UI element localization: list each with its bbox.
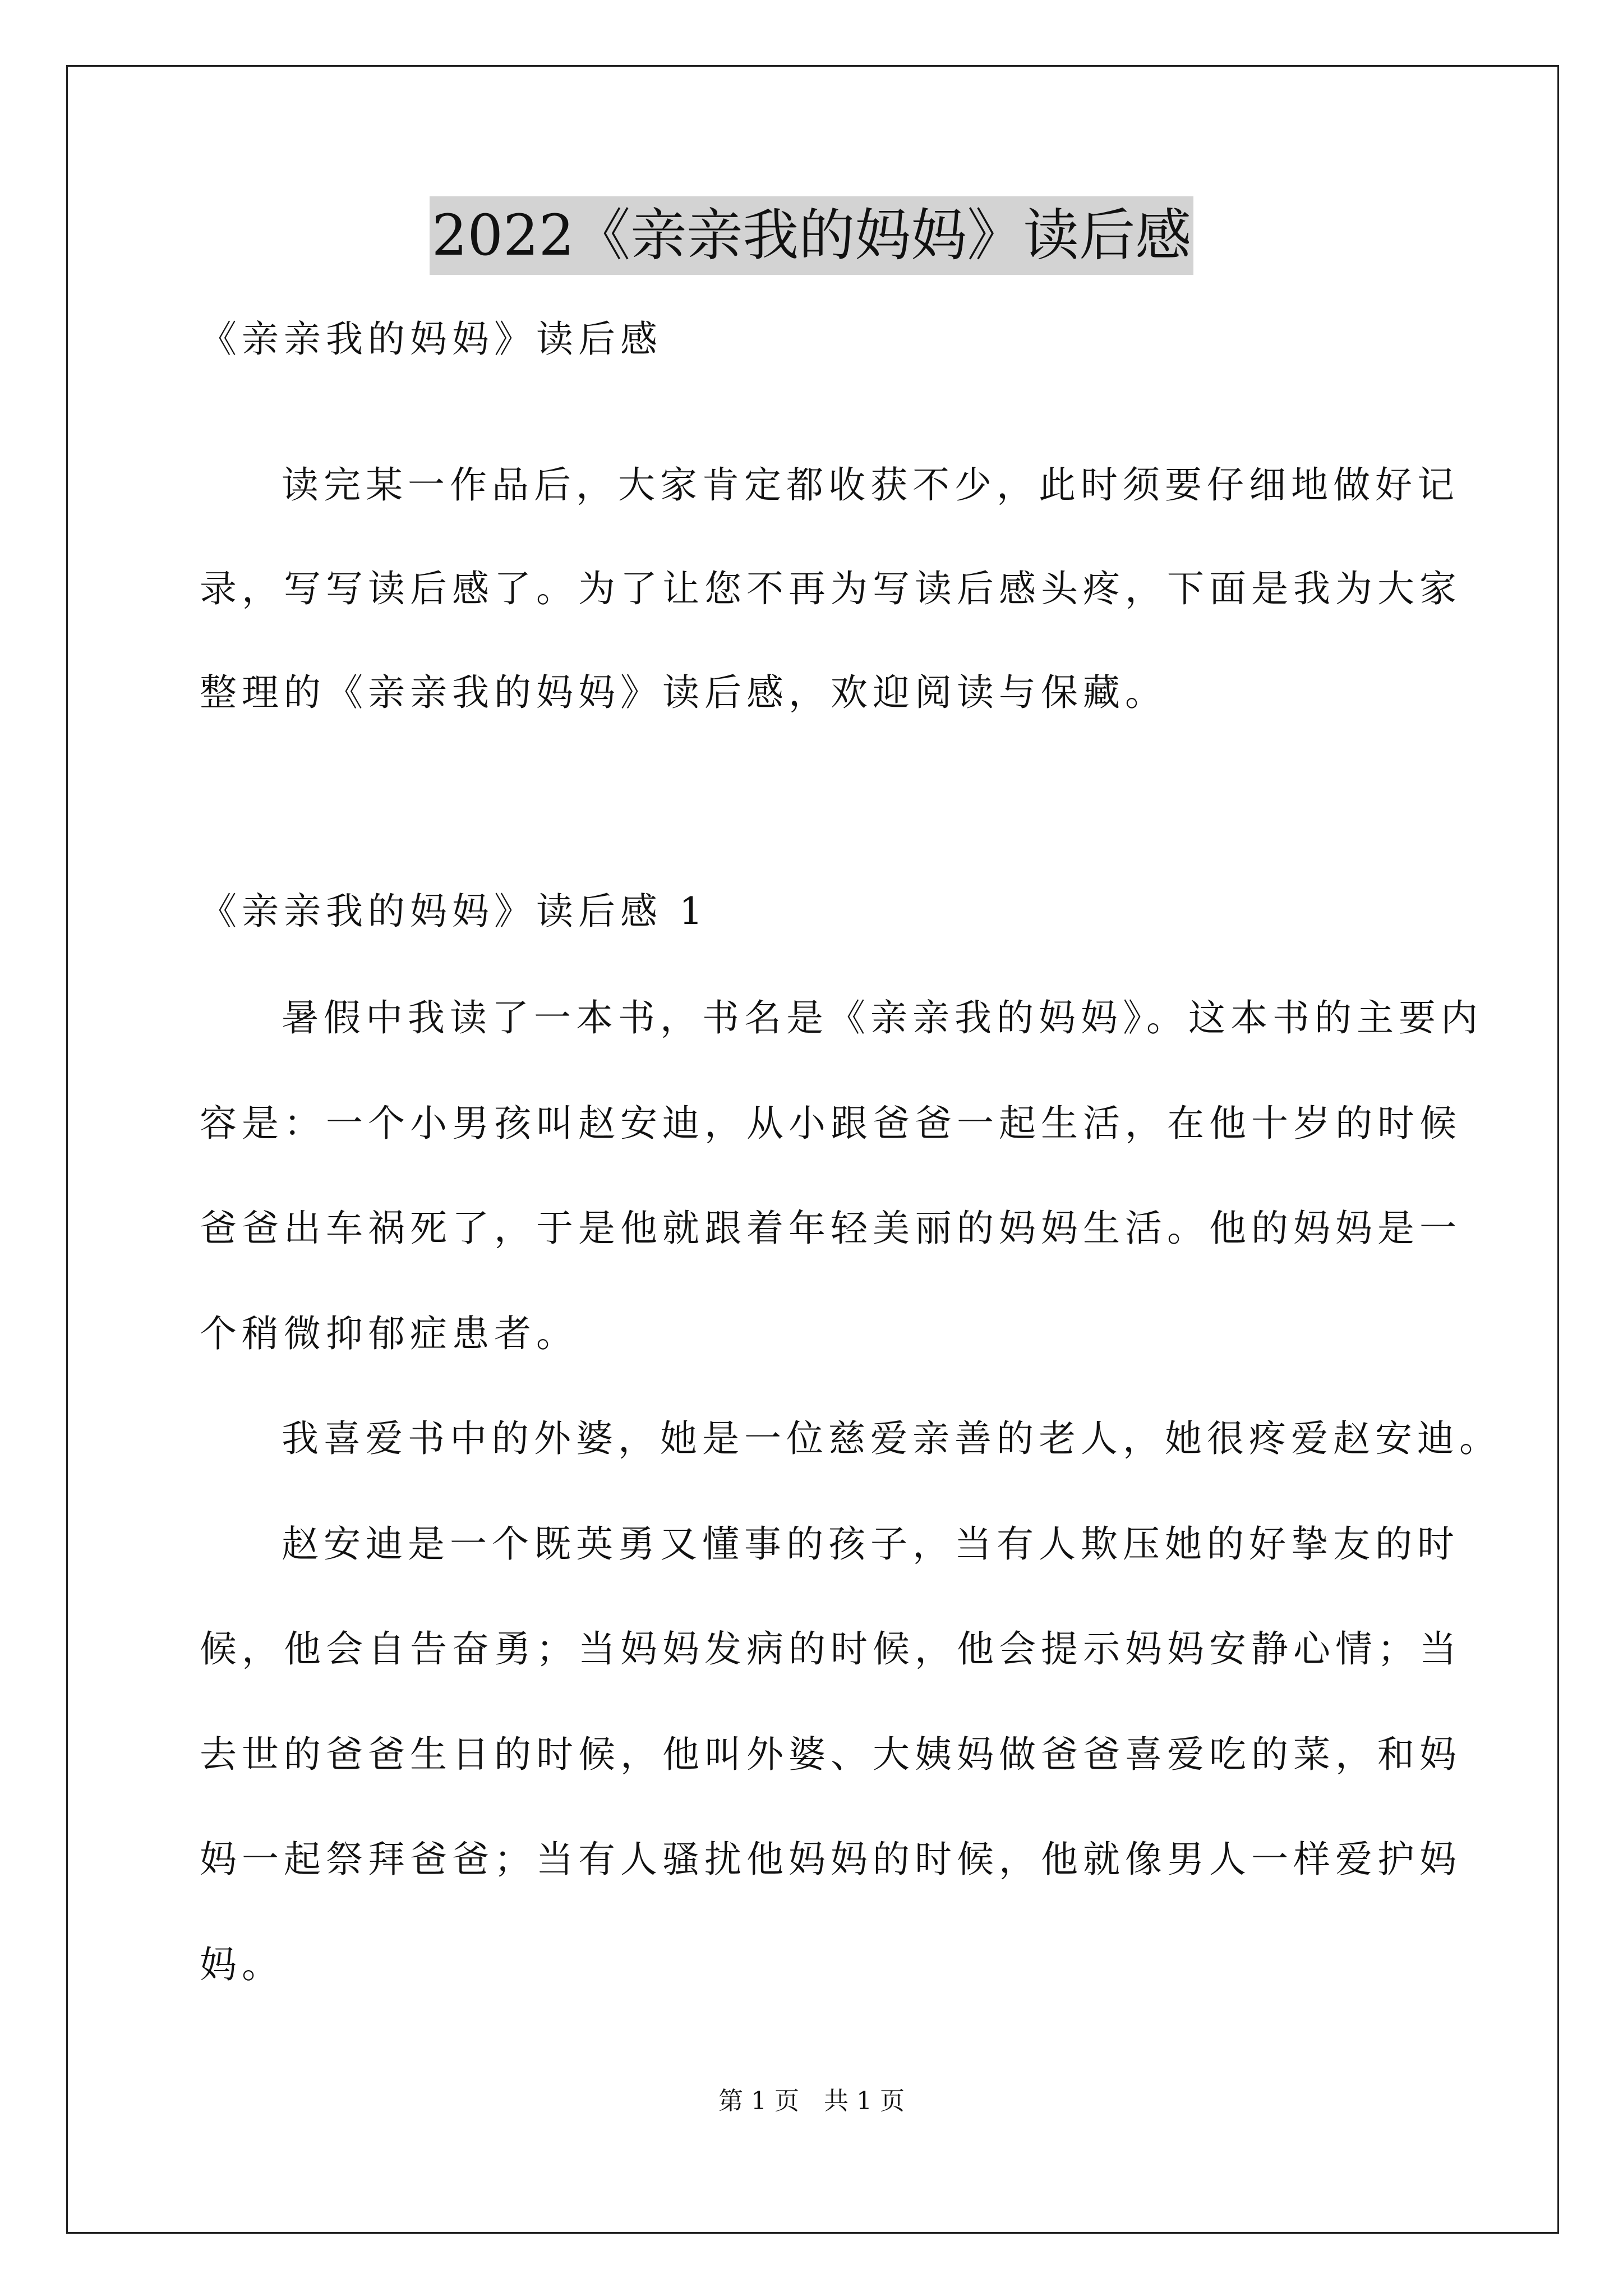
paragraph-line: 候，他会自告奋勇；当妈妈发病的时候，他会提示妈妈安静心情；当 (200, 1627, 1461, 1671)
paragraph-line: 整理的《亲亲我的妈妈》读后感，欢迎阅读与保藏。 (200, 671, 1167, 714)
paragraph-line: 读完某一作品后，大家肯定都收获不少，此时须要仔细地做好记 (282, 463, 1459, 507)
paragraph-line: 赵安迪是一个既英勇又懂事的孩子，当有人欺压她的好挚友的时 (282, 1522, 1459, 1566)
page-border (66, 65, 1559, 2234)
paragraph-line: 个稍微抑郁症患者。 (200, 1312, 578, 1355)
paragraph-line: 录，写写读后感了。为了让您不再为写读后感头疼，下面是我为大家 (200, 567, 1461, 610)
paragraph-line: 妈一起祭拜爸爸；当有人骚扰他妈妈的时候，他就像男人一样爱护妈 (200, 1838, 1461, 1881)
paragraph-line: 妈。 (200, 1943, 284, 1986)
paragraph-line: 去世的爸爸生日的时候，他叫外婆、大姨妈做爸爸喜爱吃的菜，和妈 (200, 1733, 1461, 1776)
title-wrap (0, 196, 1623, 275)
paragraph-line: 容是：一个小男孩叫赵安迪，从小跟爸爸一起生活，在他十岁的时候 (200, 1102, 1461, 1145)
section-heading: 《亲亲我的妈妈》读后感 1 (200, 890, 708, 933)
document-title: 2022《亲亲我的妈妈》读后感 (430, 196, 1194, 275)
paragraph-line: 暑假中我读了一本书，书名是《亲亲我的妈妈》。这本书的主要内 (282, 996, 1483, 1039)
page-footer: 第 1 页 共 1 页 (718, 2087, 905, 2115)
paragraph-line: 我喜爱书中的外婆，她是一位慈爱亲善的老人，她很疼爱赵安迪。 (282, 1417, 1501, 1460)
section-heading: 《亲亲我的妈妈》读后感 (200, 318, 662, 361)
paragraph-line: 爸爸出车祸死了，于是他就跟着年轻美丽的妈妈生活。他的妈妈是一 (200, 1207, 1461, 1250)
